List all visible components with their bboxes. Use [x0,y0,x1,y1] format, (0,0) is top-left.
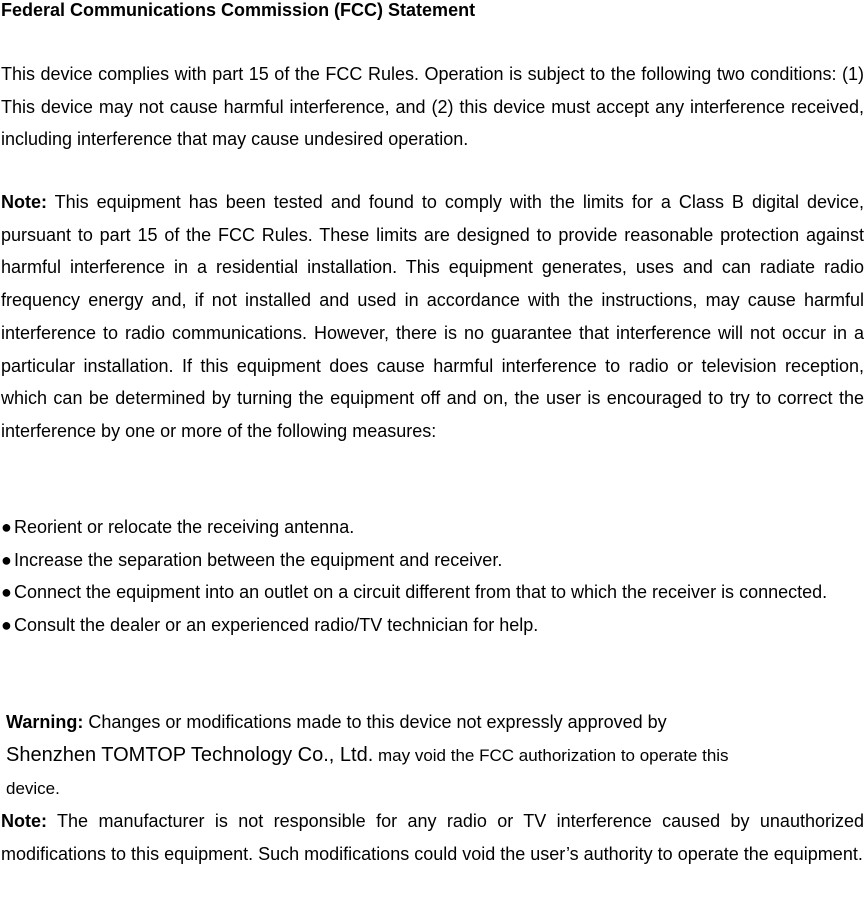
list-item [1,544,864,577]
bullet-icon: ● [1,615,12,636]
measure-text: Consult the dealer or an experienced radio/TV technician for help. [14,615,539,636]
warning-paragraph [6,706,862,806]
list-item [1,609,864,642]
measures-list [1,511,864,642]
compliance-paragraph: This device complies with part 15 of the FCC Rules. Operation is subject to the following two conditions: (1) This device may not cause harmful interference, and (2) this device must accept any interference received, including interference that may cause undesired operation. [1,64,864,150]
list-item [1,511,864,544]
manufacturer-note-paragraph [1,805,864,870]
note-label: Note: [1,192,47,212]
manufacturer-name: Shenzhen TOMTOP Technology Co., Ltd. [6,743,374,766]
warning-end: device. [6,779,60,799]
measure-text: Reorient or relocate the receiving antenna. [14,517,355,537]
bullet-icon: ● [1,517,12,537]
note-label: Note: [1,811,47,831]
measure-text: Increase the separation between the equipment and receiver. [14,549,503,570]
warning-text: Changes or modifications made to this device not expressly approved by [83,712,667,732]
note-text: This equipment has been tested and found to comply with the limits for a Class B digital device, pursuant to part 15 of the FCC Rules. These limits are designed to provide reasonable protection against harmful interference in a residential installation. This equipment generates, uses and can radiate radio frequency energy and, if not installed and used in accordance with the instructions, may cause harmful interference to radio communications. However, there is no guarantee that interference will not occur in a particular installation. If this equipment does cause harmful interference to radio or television reception, which can be determined by turning the equipment off and on, the user is encouraged to try to correct the interference by one or more of the following measures: [1,192,864,441]
note-text: The manufacturer is not responsible for any radio or TV interference caused by unauthorized modifications to this equipment. Such modifications could void the user’s authority to operate the equipment. [1,811,864,864]
note-paragraph [1,186,864,448]
document-title: Federal Communications Commission (FCC) Statement [1,0,476,20]
warning-label: Warning: [6,712,84,732]
bullet-icon: ● [1,549,12,570]
warning-tail: may void the FCC authorization to operate this [373,745,729,765]
bullet-icon: ● [1,582,12,603]
list-item [1,576,864,609]
measure-text: Connect the equipment into an outlet on a circuit different from that to which the receiver is connected. [14,582,828,603]
